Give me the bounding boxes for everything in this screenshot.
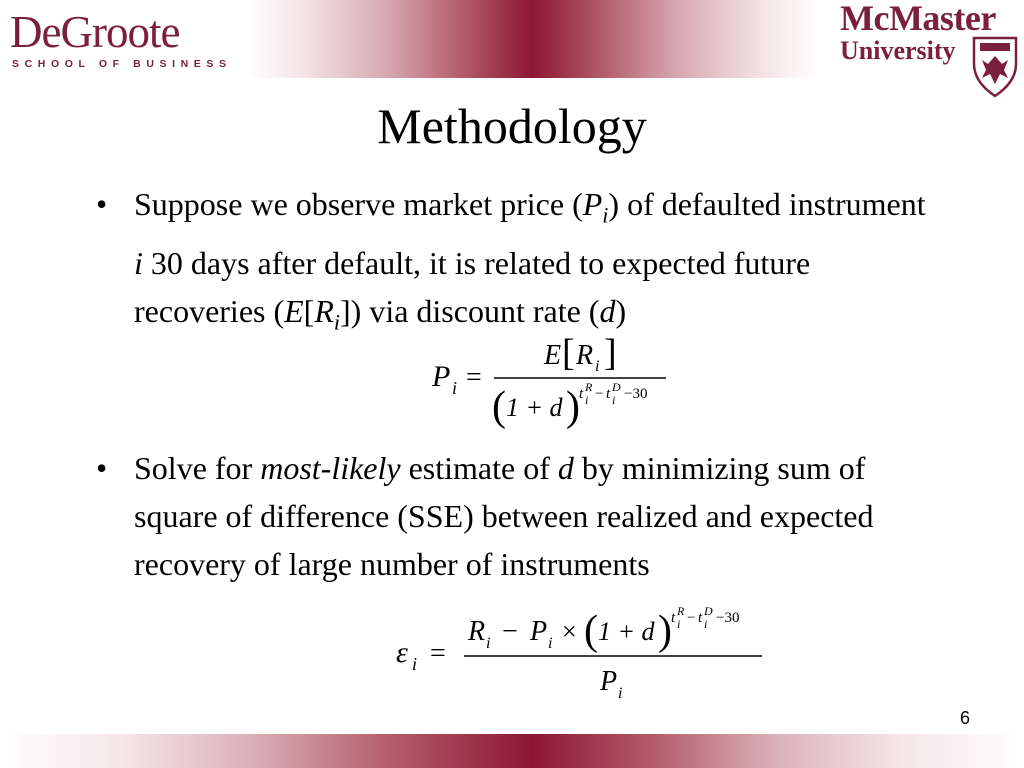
eq1-den-base: 1 + d [506,393,563,422]
eq1-num-close-bracket: ] [604,332,617,374]
math-var: R [314,293,334,330]
eq2-exp-tail: −30 [716,610,740,626]
eq1-exp-t1: t [579,386,584,402]
math-var: d [557,450,574,486]
eq2-base: 1 + d [598,617,655,646]
math-subscript: i [602,202,609,228]
eq2-exp-t1: t [671,610,676,626]
eq1-lhs-sub: i [452,378,458,398]
eq2-exp-t1-sup: R [677,604,685,618]
eq2-close-paren: ) [658,608,672,654]
eq2-num-R: R [468,616,486,647]
eq2-exp-t2-sub: i [704,617,708,631]
mcmaster-logo-subtitle: University [840,36,956,65]
eq1-exp-t1-sup: R [585,380,593,394]
equation-recovery-error [392,600,772,708]
mcmaster-logo [838,0,1024,100]
text-run: by minimizing sum of square of difference (SSE) between realized and expected recovery of large number of instruments [134,450,874,582]
eq2-equals: = [430,638,446,669]
math-subscript: i [333,309,340,335]
eq2-exp-t2-sup: D [704,604,713,618]
eq2-exp-minus: − [687,610,696,626]
eq2-lhs-sub: i [412,654,418,674]
text-run: ) of defaulted instrument [608,186,926,222]
eq2-num-P-sub: i [548,635,553,652]
math-var: d [599,293,616,330]
bullet-marker: • [96,450,108,486]
eq2-den-P-sub: i [618,685,623,702]
degroote-logo [10,8,240,68]
eq2-open-paren: ( [584,608,598,654]
eq1-num-sub: i [595,358,600,375]
footer-gradient-band [0,734,1024,768]
eq1-num-R: R [576,340,594,371]
text-run: ]) via discount rate ( [340,293,600,330]
eq1-num-open-bracket: [ [562,332,575,374]
eq1-exp-tail: −30 [624,386,648,402]
text-run: [ [303,293,315,330]
text-run: ) [615,293,627,330]
degroote-logo-subtitle: SCHOOL OF BUSINESS [12,58,232,70]
slide-title: Methodology [377,98,647,154]
eq1-den-close-paren: ) [566,384,580,430]
eq1-den-open-paren: ( [492,384,506,430]
eq2-num-R-sub: i [486,635,491,652]
eq2-num-P: P [530,616,548,647]
mcmaster-logo-name: McMaster [840,0,996,38]
eq2-lhs: ε [396,636,408,669]
mcmaster-crest-icon [970,34,1020,98]
bullet-marker: • [96,186,108,222]
eq1-exp-t2-sub: i [612,393,616,407]
text-run: Solve for [134,450,261,486]
eq2-exp-t1-sub: i [677,617,681,631]
math-var: E [284,293,304,330]
text-run: 30 days after default, it is related to expected future recoveries ( [134,245,811,330]
degroote-logo-name: DeGroote [10,7,180,57]
text-run: estimate of [400,450,558,486]
math-var: i [134,245,143,282]
eq2-num-times: × [562,617,577,646]
page-number: 6 [959,708,970,728]
eq1-exp-t2: t [606,386,611,402]
eq1-exp-t1-sub: i [585,393,589,407]
eq1-num-E: E [544,340,562,371]
text-run: Suppose we observe market price ( [134,186,583,222]
eq2-den-P: P [600,666,618,697]
eq2-num-minus: − [502,616,518,647]
bullet-text-1 [134,180,934,347]
equation-price-discount [428,330,678,435]
eq1-equals: = [466,362,482,393]
bullet-text-2 [134,444,934,588]
eq1-exp-t2-sup: D [612,380,621,394]
emphasis-text: most-likely [260,450,401,486]
eq1-exp-minus: − [595,386,604,402]
math-var: P [582,186,603,222]
eq2-exp-t2: t [698,610,703,626]
eq1-lhs: P [432,360,451,393]
